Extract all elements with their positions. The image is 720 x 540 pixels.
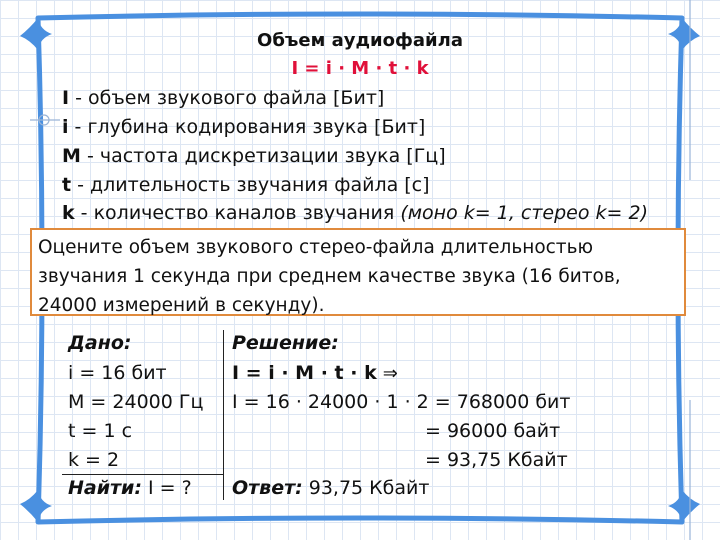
column-divider bbox=[223, 330, 224, 500]
definition-symbol: t bbox=[62, 174, 72, 196]
definition-symbol: i bbox=[62, 116, 69, 138]
definition-text: - объем звукового файла [Бит] bbox=[69, 87, 385, 109]
definition-text: - длительность звучания файла [с] bbox=[71, 174, 430, 196]
solution-bytes: = 96000 байт bbox=[425, 420, 561, 442]
definition-depth bbox=[62, 116, 425, 138]
solution-kbytes: = 93,75 Кбайт bbox=[425, 449, 568, 471]
task-line: Оцените объем звукового стерео-файла длительностью bbox=[38, 237, 594, 258]
answer-row bbox=[232, 477, 429, 499]
slide-title: Объем аудиофайла bbox=[257, 30, 463, 51]
answer-value: 93,75 Кбайт bbox=[302, 477, 430, 499]
main-formula: I = i · M · t · k bbox=[291, 58, 429, 79]
task-line: звучания 1 секунда при среднем качестве звука (16 битов, bbox=[38, 266, 621, 287]
given-heading: Дано: bbox=[68, 332, 132, 354]
find-label: Найти: bbox=[68, 477, 142, 499]
find-row bbox=[68, 477, 192, 499]
definition-text: - количество каналов звучания bbox=[74, 202, 401, 224]
definition-channels bbox=[62, 202, 648, 224]
definition-symbol: k bbox=[62, 202, 75, 224]
answer-label: Ответ: bbox=[232, 477, 303, 499]
given-item: k = 2 bbox=[68, 449, 120, 471]
given-item: M = 24000 Гц bbox=[68, 391, 204, 413]
definition-text: - глубина кодирования звука [Бит] bbox=[68, 116, 426, 138]
given-item: t = 1 c bbox=[68, 420, 133, 442]
definition-text: - частота дискретизации звука [Гц] bbox=[80, 145, 446, 167]
find-value: I = ? bbox=[141, 477, 192, 499]
solution-formula: I = i · M · t · k bbox=[232, 362, 377, 384]
find-divider bbox=[62, 474, 223, 475]
task-box bbox=[30, 228, 686, 316]
definition-volume bbox=[62, 87, 384, 109]
given-item: i = 16 бит bbox=[68, 362, 167, 384]
definition-symbol: I bbox=[62, 87, 70, 109]
definition-frequency bbox=[62, 145, 446, 167]
definition-note: (моно k= 1, стерео k= 2) bbox=[400, 202, 648, 224]
solution-formula-row bbox=[232, 362, 398, 384]
implies-arrow-icon: ⇒ bbox=[382, 363, 398, 384]
task-line: 24000 измерений в секунду). bbox=[38, 295, 325, 316]
solution-heading: Решение: bbox=[232, 332, 339, 354]
definition-symbol: M bbox=[62, 145, 81, 167]
solution-calc: I = 16 · 24000 · 1 · 2 = 768000 бит bbox=[232, 391, 571, 413]
definition-duration bbox=[62, 174, 430, 196]
